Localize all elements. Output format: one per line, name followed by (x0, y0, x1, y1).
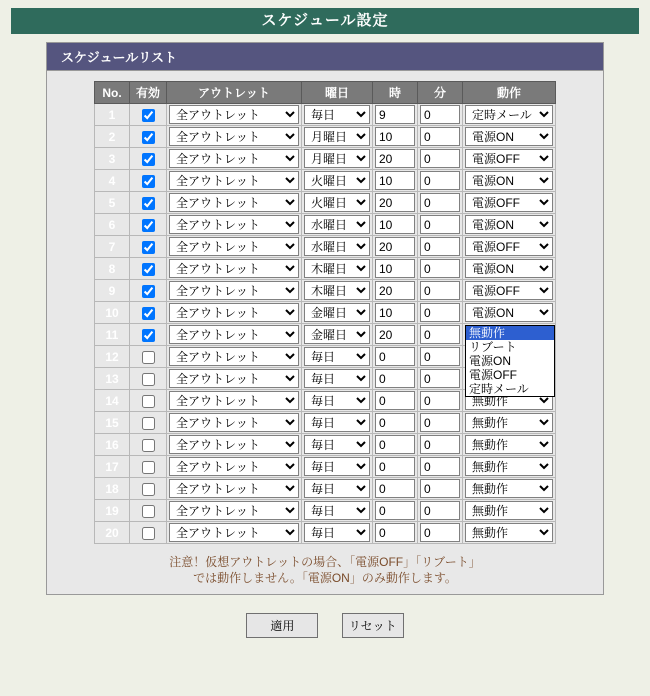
enabled-cell (130, 434, 167, 456)
enabled-checkbox[interactable] (142, 439, 155, 452)
row-number: 7 (95, 236, 130, 258)
outlet-cell (167, 434, 302, 456)
table-row (95, 456, 556, 478)
day-select[interactable] (304, 105, 370, 124)
row-number: 10 (95, 302, 130, 324)
action-select[interactable] (465, 501, 553, 520)
enabled-cell (130, 478, 167, 500)
hour-cell (373, 236, 418, 258)
minute-input[interactable] (420, 501, 460, 520)
hour-input[interactable] (375, 303, 415, 322)
action-cell (463, 434, 556, 456)
outlet-cell (167, 522, 302, 544)
minute-cell (418, 302, 463, 324)
enabled-checkbox[interactable] (142, 197, 155, 210)
enabled-checkbox[interactable] (142, 241, 155, 254)
hour-cell (373, 522, 418, 544)
outlet-cell (167, 346, 302, 368)
minute-cell (418, 126, 463, 148)
day-select[interactable] (304, 435, 370, 454)
action-select[interactable] (465, 149, 553, 168)
table-row (95, 434, 556, 456)
outlet-select[interactable] (169, 281, 299, 300)
hour-cell (373, 456, 418, 478)
enabled-checkbox[interactable] (142, 483, 155, 496)
row-number: 19 (95, 500, 130, 522)
enabled-checkbox[interactable] (142, 351, 155, 364)
enabled-cell (130, 280, 167, 302)
table-row (95, 258, 556, 280)
hour-cell (373, 192, 418, 214)
action-dropdown-option[interactable]: リブート (469, 340, 517, 354)
enabled-cell (130, 126, 167, 148)
outlet-select[interactable] (169, 325, 299, 344)
outlet-cell (167, 126, 302, 148)
minute-input[interactable] (420, 193, 460, 212)
row-number: 17 (95, 456, 130, 478)
day-cell (302, 346, 373, 368)
header-action: 動作 (463, 82, 556, 104)
outlet-select[interactable] (169, 149, 299, 168)
action-cell (463, 126, 556, 148)
action-cell (463, 412, 556, 434)
outlet-select[interactable] (169, 105, 299, 124)
header-minute: 分 (418, 82, 463, 104)
enabled-checkbox[interactable] (142, 461, 155, 474)
enabled-cell (130, 104, 167, 126)
enabled-checkbox[interactable] (142, 263, 155, 276)
table-row (95, 522, 556, 544)
hour-input[interactable] (375, 215, 415, 234)
action-cell (463, 280, 556, 302)
table-row (95, 192, 556, 214)
action-cell (463, 236, 556, 258)
minute-cell (418, 434, 463, 456)
minute-input[interactable] (420, 523, 460, 542)
minute-cell (418, 280, 463, 302)
outlet-cell (167, 390, 302, 412)
action-select[interactable] (465, 523, 553, 542)
action-cell (463, 478, 556, 500)
outlet-cell (167, 324, 302, 346)
enabled-checkbox[interactable] (142, 329, 155, 342)
hour-cell (373, 280, 418, 302)
enabled-checkbox[interactable] (142, 219, 155, 232)
table-row (95, 478, 556, 500)
outlet-cell (167, 214, 302, 236)
action-dropdown-option[interactable]: 電源ON (469, 354, 512, 368)
day-select[interactable] (304, 523, 370, 542)
outlet-cell (167, 104, 302, 126)
hour-input[interactable] (375, 435, 415, 454)
outlet-cell (167, 500, 302, 522)
table-row (95, 170, 556, 192)
hour-input[interactable] (375, 193, 415, 212)
day-cell (302, 390, 373, 412)
day-cell (302, 324, 373, 346)
hour-cell (373, 368, 418, 390)
hour-cell (373, 302, 418, 324)
action-select[interactable] (465, 259, 553, 278)
hour-cell (373, 434, 418, 456)
minute-input[interactable] (420, 479, 460, 498)
schedule-rows (95, 104, 556, 544)
action-dropdown-option[interactable]: 無動作 (466, 326, 554, 340)
day-cell (302, 104, 373, 126)
minute-cell (418, 324, 463, 346)
row-number: 11 (95, 324, 130, 346)
outlet-select[interactable] (169, 303, 299, 322)
action-select[interactable] (465, 237, 553, 256)
minute-input[interactable] (420, 303, 460, 322)
enabled-cell (130, 522, 167, 544)
row-number: 8 (95, 258, 130, 280)
minute-cell (418, 236, 463, 258)
day-select[interactable] (304, 347, 370, 366)
hour-input[interactable] (375, 259, 415, 278)
hour-input[interactable] (375, 413, 415, 432)
enabled-checkbox[interactable] (142, 285, 155, 298)
row-number: 5 (95, 192, 130, 214)
action-select[interactable] (465, 457, 553, 476)
day-select[interactable] (304, 479, 370, 498)
day-cell (302, 192, 373, 214)
action-cell (463, 302, 556, 324)
enabled-cell (130, 170, 167, 192)
day-cell (302, 456, 373, 478)
row-number: 20 (95, 522, 130, 544)
warning-note-line1: 注意！仮想アウトレットの場合、「電源OFF」「リブート」 (169, 555, 481, 569)
outlet-select[interactable] (169, 215, 299, 234)
outlet-select[interactable] (169, 171, 299, 190)
action-select-open[interactable] (465, 325, 553, 396)
day-select[interactable] (304, 259, 370, 278)
enabled-checkbox[interactable] (142, 505, 155, 518)
row-number: 18 (95, 478, 130, 500)
hour-input[interactable] (375, 127, 415, 146)
day-select[interactable] (304, 369, 370, 388)
hour-input[interactable] (375, 149, 415, 168)
enabled-checkbox[interactable] (142, 131, 155, 144)
minute-input[interactable] (420, 369, 460, 388)
outlet-select[interactable] (169, 237, 299, 256)
day-select[interactable] (304, 171, 370, 190)
action-cell (463, 192, 556, 214)
panel-body (47, 71, 603, 594)
hour-cell (373, 170, 418, 192)
hour-cell (373, 214, 418, 236)
hour-input[interactable] (375, 479, 415, 498)
action-cell (463, 170, 556, 192)
enabled-cell (130, 324, 167, 346)
row-number: 1 (95, 104, 130, 126)
day-cell (302, 170, 373, 192)
day-cell (302, 280, 373, 302)
minute-cell (418, 500, 463, 522)
day-cell (302, 500, 373, 522)
header-enabled: 有効 (130, 82, 167, 104)
enabled-cell (130, 456, 167, 478)
row-number: 14 (95, 390, 130, 412)
outlet-select[interactable] (169, 413, 299, 432)
row-number: 2 (95, 126, 130, 148)
table-row (95, 148, 556, 170)
action-cell (463, 456, 556, 478)
minute-input[interactable] (420, 325, 460, 344)
day-select[interactable] (304, 237, 370, 256)
action-cell (463, 324, 556, 396)
warning-note-line2: では動作しません。「電源ON」のみ動作します。 (193, 571, 457, 585)
minute-cell (418, 214, 463, 236)
action-cell (463, 214, 556, 236)
minute-cell (418, 390, 463, 412)
day-cell (302, 214, 373, 236)
schedule-table (94, 81, 556, 544)
day-cell (302, 148, 373, 170)
hour-cell (373, 346, 418, 368)
table-row (95, 500, 556, 522)
minute-input[interactable] (420, 281, 460, 300)
day-cell (302, 236, 373, 258)
table-row (95, 324, 556, 346)
minute-cell (418, 522, 463, 544)
schedule-panel (46, 42, 604, 595)
enabled-checkbox[interactable] (142, 307, 155, 320)
action-select[interactable] (465, 127, 553, 146)
row-number: 16 (95, 434, 130, 456)
action-select[interactable] (465, 303, 553, 322)
minute-input[interactable] (420, 171, 460, 190)
minute-cell (418, 170, 463, 192)
enabled-cell (130, 214, 167, 236)
row-number: 12 (95, 346, 130, 368)
row-number: 9 (95, 280, 130, 302)
warning-note (47, 554, 603, 586)
outlet-cell (167, 170, 302, 192)
outlet-select[interactable] (169, 435, 299, 454)
day-cell (302, 126, 373, 148)
day-select[interactable] (304, 457, 370, 476)
enabled-checkbox[interactable] (142, 527, 155, 540)
minute-input[interactable] (420, 391, 460, 410)
minute-cell (418, 346, 463, 368)
hour-cell (373, 390, 418, 412)
action-select[interactable] (465, 171, 553, 190)
enabled-checkbox[interactable] (142, 373, 155, 386)
outlet-cell (167, 302, 302, 324)
day-cell (302, 478, 373, 500)
enabled-cell (130, 302, 167, 324)
outlet-cell (167, 478, 302, 500)
outlet-select[interactable] (169, 479, 299, 498)
minute-input[interactable] (420, 259, 460, 278)
table-row (95, 280, 556, 302)
hour-cell (373, 412, 418, 434)
outlet-select[interactable] (169, 347, 299, 366)
minute-input[interactable] (420, 127, 460, 146)
hour-input[interactable] (375, 281, 415, 300)
action-dropdown-list[interactable] (465, 325, 555, 397)
hour-input[interactable] (375, 105, 415, 124)
outlet-select[interactable] (169, 193, 299, 212)
outlet-select[interactable] (169, 127, 299, 146)
enabled-cell (130, 412, 167, 434)
day-cell (302, 412, 373, 434)
button-bar (0, 613, 650, 638)
outlet-cell (167, 280, 302, 302)
action-dropdown-option[interactable]: 定時メール (469, 382, 529, 396)
outlet-select[interactable] (169, 501, 299, 520)
action-cell (463, 258, 556, 280)
action-select[interactable] (465, 193, 553, 212)
outlet-select[interactable] (169, 259, 299, 278)
day-select[interactable] (304, 501, 370, 520)
table-row (95, 214, 556, 236)
day-select[interactable] (304, 149, 370, 168)
hour-input[interactable] (375, 369, 415, 388)
panel-title: スケジュールリスト (47, 43, 603, 71)
hour-input[interactable] (375, 171, 415, 190)
minute-cell (418, 412, 463, 434)
minute-input[interactable] (420, 347, 460, 366)
minute-cell (418, 478, 463, 500)
minute-input[interactable] (420, 457, 460, 476)
enabled-cell (130, 192, 167, 214)
table-row (95, 236, 556, 258)
hour-cell (373, 500, 418, 522)
action-cell (463, 522, 556, 544)
day-select[interactable] (304, 215, 370, 234)
enabled-cell (130, 148, 167, 170)
action-cell (463, 104, 556, 126)
enabled-checkbox[interactable] (142, 175, 155, 188)
enabled-cell (130, 346, 167, 368)
day-cell (302, 434, 373, 456)
hour-cell (373, 126, 418, 148)
hour-input[interactable] (375, 501, 415, 520)
day-select[interactable] (304, 193, 370, 212)
hour-input[interactable] (375, 391, 415, 410)
day-select[interactable] (304, 281, 370, 300)
hour-input[interactable] (375, 347, 415, 366)
hour-cell (373, 478, 418, 500)
day-cell (302, 302, 373, 324)
outlet-cell (167, 456, 302, 478)
outlet-select[interactable] (169, 369, 299, 388)
hour-cell (373, 258, 418, 280)
table-header-row (95, 82, 556, 104)
hour-input[interactable] (375, 325, 415, 344)
minute-input[interactable] (420, 237, 460, 256)
day-select[interactable] (304, 325, 370, 344)
action-select[interactable] (465, 435, 553, 454)
outlet-select[interactable] (169, 457, 299, 476)
row-number: 6 (95, 214, 130, 236)
row-number: 13 (95, 368, 130, 390)
day-select[interactable] (304, 391, 370, 410)
day-select[interactable] (304, 413, 370, 432)
outlet-cell (167, 368, 302, 390)
table-row (95, 104, 556, 126)
hour-cell (373, 324, 418, 346)
enabled-checkbox[interactable] (142, 109, 155, 122)
header-no: No. (95, 82, 130, 104)
enabled-cell (130, 236, 167, 258)
apply-button[interactable]: 適用 (246, 613, 318, 638)
outlet-select[interactable] (169, 523, 299, 542)
enabled-checkbox[interactable] (142, 395, 155, 408)
day-select[interactable] (304, 303, 370, 322)
enabled-checkbox[interactable] (142, 153, 155, 166)
row-number: 3 (95, 148, 130, 170)
minute-input[interactable] (420, 149, 460, 168)
minute-cell (418, 368, 463, 390)
enabled-cell (130, 390, 167, 412)
outlet-select[interactable] (169, 391, 299, 410)
action-dropdown-option[interactable]: 電源OFF (469, 368, 517, 382)
page-title: スケジュール設定 (11, 8, 639, 34)
action-select[interactable] (465, 105, 553, 124)
day-cell (302, 368, 373, 390)
hour-input[interactable] (375, 237, 415, 256)
header-outlet: アウトレット (167, 82, 302, 104)
minute-cell (418, 148, 463, 170)
header-hour: 時 (373, 82, 418, 104)
enabled-checkbox[interactable] (142, 417, 155, 430)
reset-button[interactable]: リセット (342, 613, 404, 638)
action-cell (463, 500, 556, 522)
action-cell (463, 148, 556, 170)
outlet-cell (167, 236, 302, 258)
hour-input[interactable] (375, 523, 415, 542)
minute-input[interactable] (420, 215, 460, 234)
day-cell (302, 522, 373, 544)
header-day: 曜日 (302, 82, 373, 104)
minute-input[interactable] (420, 435, 460, 454)
row-number: 4 (95, 170, 130, 192)
minute-cell (418, 104, 463, 126)
action-select[interactable] (465, 479, 553, 498)
action-select[interactable] (465, 413, 553, 432)
action-select[interactable] (465, 215, 553, 234)
outlet-cell (167, 258, 302, 280)
hour-cell (373, 104, 418, 126)
row-number: 15 (95, 412, 130, 434)
minute-cell (418, 192, 463, 214)
hour-input[interactable] (375, 457, 415, 476)
action-select[interactable] (465, 281, 553, 300)
day-select[interactable] (304, 127, 370, 146)
table-row (95, 412, 556, 434)
minute-cell (418, 456, 463, 478)
outlet-cell (167, 148, 302, 170)
hour-cell (373, 148, 418, 170)
minute-cell (418, 258, 463, 280)
enabled-cell (130, 368, 167, 390)
enabled-cell (130, 500, 167, 522)
outlet-cell (167, 412, 302, 434)
day-cell (302, 258, 373, 280)
table-row (95, 126, 556, 148)
minute-input[interactable] (420, 105, 460, 124)
enabled-cell (130, 258, 167, 280)
outlet-cell (167, 192, 302, 214)
table-row (95, 302, 556, 324)
minute-input[interactable] (420, 413, 460, 432)
